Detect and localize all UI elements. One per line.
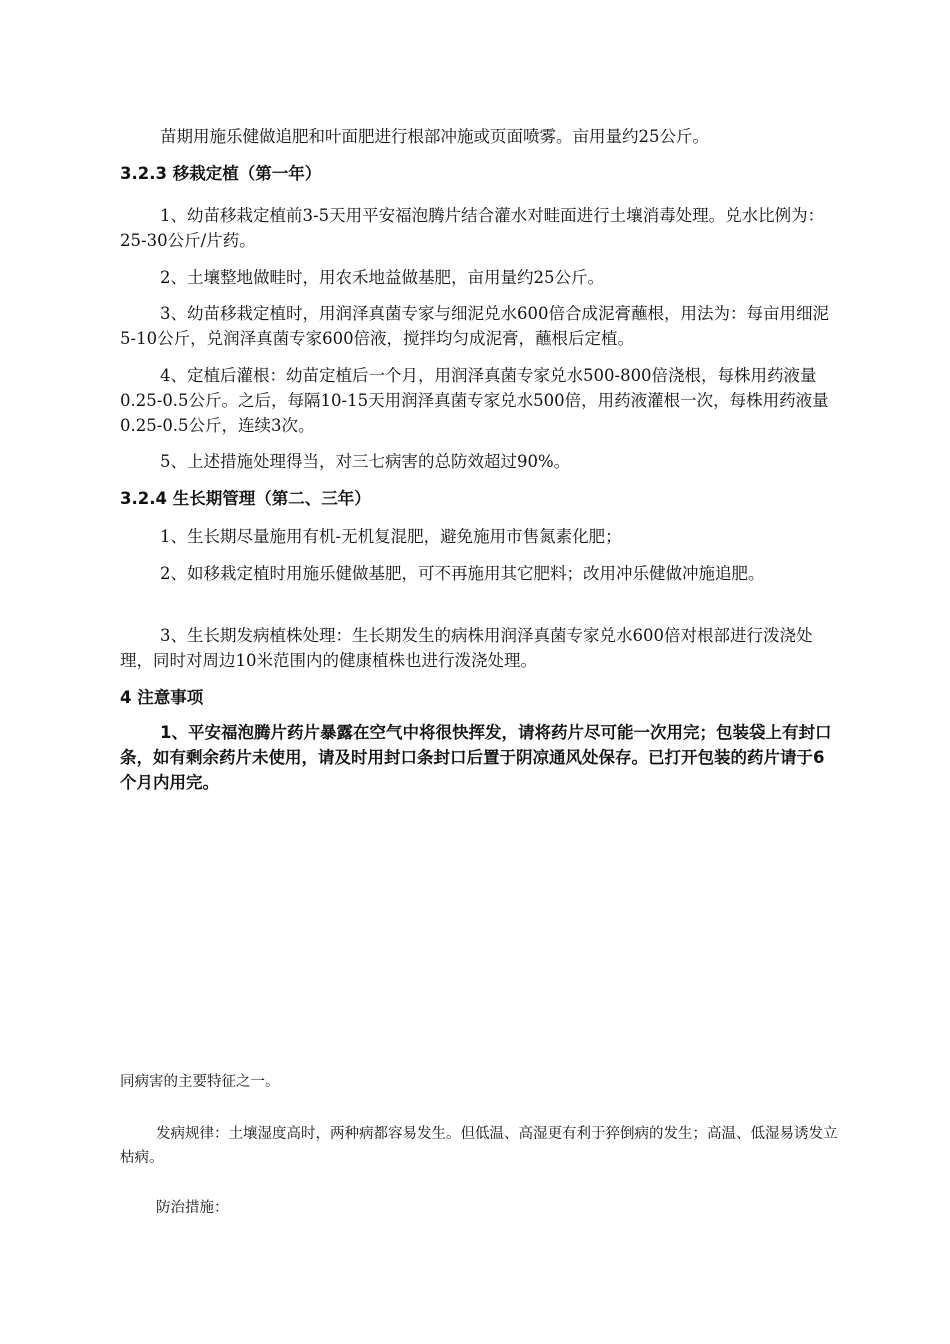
paragraph-323-5: 5、上述措施处理得当，对三七病害的总防效超过90%。: [160, 452, 571, 471]
paragraph-extra-1: 同病害的主要特征之一。: [120, 1074, 280, 1090]
paragraph-324-1: 1、生长期尽量施用有机-无机复混肥，避免施用市售氮素化肥；: [160, 527, 622, 546]
paragraph-intro: 苗期用施乐健做追肥和叶面肥进行根部冲施或页面喷雾。亩用量约25公斤。: [160, 127, 709, 146]
paragraph-324-3: 3、生长期发病植株处理：生长期发生的病株用润泽真菌专家兑水600倍对根部进行泼浇处理，同时对周边10米范围内的健康植株也进行泼浇处理。: [120, 626, 813, 670]
section-heading-3-2-3: 3.2.3 移栽定植（第一年）: [120, 164, 322, 183]
paragraph-extra-3: 防治措施：: [156, 1200, 229, 1216]
paragraph-323-3: 3、幼苗移栽定植时，用润泽真菌专家与细泥兑水600倍合成泥膏蘸根，用法为：每亩用细泥5-10公斤，兑润泽真菌专家600倍液，搅拌均匀成泥膏，蘸根后定植。: [120, 304, 829, 348]
paragraph-extra-2: 发病规律：土壤湿度高时，两种病都容易发生。但低温、高湿更有利于猝倒病的发生；高温、低湿易诱发立枯病。: [120, 1126, 838, 1166]
paragraph-323-2: 2、土壤整地做畦时，用农禾地益做基肥，亩用量约25公斤。: [160, 268, 604, 287]
paragraph-324-2: 2、如移栽定植时用施乐健做基肥，可不再施用其它肥料；改用冲乐健做冲施追肥。: [160, 564, 765, 583]
section-heading-4: 4 注意事项: [120, 688, 204, 707]
paragraph-323-1: 1、幼苗移栽定植前3-5天用平安福泡腾片结合灌水对畦面进行土壤消毒处理。兑水比例为：25-30公斤/片药。: [120, 206, 825, 250]
section-heading-3-2-4: 3.2.4 生长期管理（第二、三年）: [120, 489, 371, 508]
paragraph-notice-bold: 1、平安福泡腾片药片暴露在空气中将很快挥发，请将药片尽可能一次用完；包装袋上有封口条，如有剩余药片未使用，请及时用封口条封口后置于阴凉通风处保存。已打开包装的药片请于6个月内用完。: [120, 723, 832, 792]
paragraph-323-4: 4、定植后灌根：幼苗定植后一个月，用润泽真菌专家兑水500-800倍浇根，每株用药液量0.25-0.5公斤。之后，每隔10-15天用润泽真菌专家兑水500倍，用药液灌根一次，每株用药液量0.25-0.5公斤，连续3次。: [120, 366, 829, 435]
